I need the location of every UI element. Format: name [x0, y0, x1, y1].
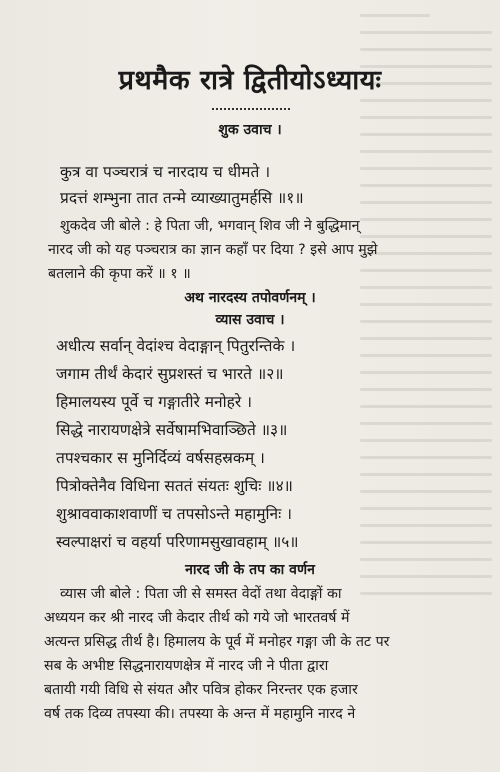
verse-line: पित्रोक्तेनैव विधिना सततं संयतः शुचिः ॥४॥ — [56, 477, 293, 495]
translation-line: सब के अभीष्ट सिद्धनारायणक्षेत्र में नारद जी ने पीता द्वारा — [44, 658, 329, 674]
verse-line: कुत्र वा पञ्चरात्रं च नारदाय च धीमते । — [60, 163, 271, 181]
section-heading: नारद जी के तप का वर्णन — [185, 562, 315, 578]
verse-line: हिमालयस्य पूर्वे च गङ्गातीरे मनोहरे । — [56, 393, 253, 411]
translation-line: बतलाने की कृपा करें ॥ १ ॥ — [48, 266, 191, 282]
speaker-label: व्यास उवाच । — [215, 312, 285, 328]
verse-line: स्वल्पाक्षरां च वहर्या परिणामसुखावहाम् ॥५॥ — [56, 533, 299, 551]
verse-line: जगाम तीर्थं केदारं सुप्रशस्तं च भारते ॥२॥ — [56, 365, 284, 383]
translation-line: बतायी गयी विधि से संयत और पवित्र होकर निरन्तर एक हजार — [44, 682, 358, 698]
verse-line: अधीत्य सर्वान् वेदांश्च वेदाङ्गान् पितुरन्तिके । — [56, 337, 296, 355]
translation-line: अध्ययन कर श्री नारद जी केदार तीर्थ को गये जो भारतवर्ष में — [44, 610, 350, 626]
verse-line: शुश्राववाकाशवाणीं च तपसोऽन्ते महामुनिः । — [56, 505, 293, 523]
translation-line: व्यास जी बोले : पिता जी से समस्त वेदों तथा वेदाङ्गों का — [60, 586, 342, 602]
translation-line: अत्यन्त प्रसिद्ध तीर्थ है। हिमालय के पूर्व में मनोहर गङ्गा जी के तट पर — [44, 634, 390, 650]
section-heading: अथ नारदस्य तपोवर्णनम् । — [184, 290, 316, 306]
verse-line: प्रदत्तं शम्भुना तात तन्मे व्याख्यातुमर्हसि ॥१॥ — [60, 189, 304, 207]
chapter-title: प्रथमैक रात्रे द्वितीयोऽध्यायः — [118, 65, 382, 96]
verse-line: सिद्धे नारायणक्षेत्रे सर्वेषामभिवाञ्छिते ॥३॥ — [56, 421, 288, 439]
title-divider — [212, 108, 290, 110]
translation-line: वर्ष तक दिव्य तपस्या की। तपस्या के अन्त में महामुनि नारद ने — [44, 706, 356, 722]
translation-line: शुकदेव जी बोले : हे पिता जी, भगवान् शिव जी ने बुद्धिमान् — [60, 218, 360, 234]
verse-line: तपश्चकार स मुनिर्दिव्यं वर्षसहस्रकम् । — [56, 449, 265, 467]
speaker-label: शुक उवाच । — [218, 122, 282, 138]
translation-line: नारद जी को यह पञ्चरात्र का ज्ञान कहाँ पर दिया ? इसे आप मुझे — [48, 242, 378, 258]
